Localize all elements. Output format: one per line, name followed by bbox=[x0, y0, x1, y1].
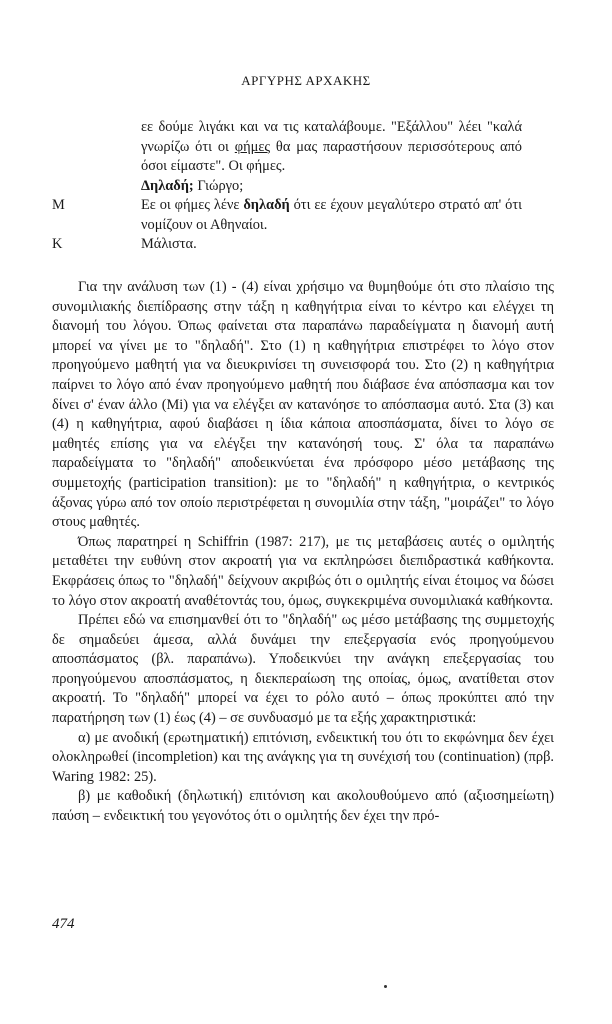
utterance-segment: ότι εε έχουν μεγαλύτερο στρατό απ' ότι νομίζουν οι Αθηναίοι. bbox=[141, 197, 523, 233]
utterance-segment: Γιώργο; bbox=[193, 177, 244, 194]
dialogue-turn bbox=[52, 196, 522, 235]
running-head: ΑΡΓΥΡΗΣ ΑΡΧΑΚΗΣ bbox=[241, 73, 371, 88]
body-text bbox=[52, 278, 554, 827]
utterance-segment: εε δούμε λιγάκι και να τις καταλάβουμε. "Εξάλλου" λέει "καλά γνωρίζω ότι οι bbox=[141, 119, 522, 155]
paragraph: Για την ανάλυση των (1) - (4) είναι χρήσιμο να θυμηθούμε ότι στο πλαίσιο της συνομιλιακής διεπίδρασης στην τάξη η καθηγήτρια είναι το κέντρο και ελέγχει τη διανομή του λόγου. Όπως φαίνεται στα παραπάνω παραδείγματα η διανομή αυτή μπορεί να γίνει με το "δηλαδή". Στο (1) η καθηγήτρια επιστρέφει το λόγο στον προηγούμενο μαθητή για να διευκρινίσει τη συνεισφορά του. Στο (2) η καθηγήτρια παίρνει το λόγο από έναν προηγούμενο μαθητή που διάβασε ένα απόσπασμα και τον δίνει σ' έναν άλλο (Μi) για να ελέγξει αν κατανόησε το απόσπασμα αυτό. Στα (3) και (4) η καθηγήτρια, αφού διαβάσει η ίδια κάποια αποσπάσματα, δίνει το λόγο σε μαθητές επίσης για να ελέγξει την κατανόησή τους. Σ' όλα τα παραπάνω παραδείγματα το "δηλαδή" αποδεικνύεται ένα πρόσφορο μέσο μετάβασης της συμμετοχής (participation transition): με το "δηλαδή" η καθηγήτρια, ο κεντρικός άξονας γύρω από τον οποίο περιστρέφεται η συνομιλία στην τάξη, "μοιράζει" το λόγο στους μαθητές. bbox=[52, 279, 554, 531]
speaker-label: Κ bbox=[52, 236, 63, 252]
speaker-label: Μ bbox=[52, 197, 65, 213]
dialogue-turn bbox=[52, 118, 522, 196]
speaker-label bbox=[52, 118, 141, 196]
page-number: 474 bbox=[52, 916, 75, 932]
paragraph: Πρέπει εδώ να επισημανθεί ότι το "δηλαδή" ως μέσο μετάβασης της συμμετοχής δε σημαδεύει άμεσα, αλλά δυνάμει την επεξεργασία ενός προηγούμενου αποσπάσματος (βλ. παραπάνω). Υποδεικνύει την ανάγκη επεξεργασίας του προηγούμενου αποσπάσματος, η διεκπεραίωση της οποίας, όμως, ανατίθεται στον ακροατή. Το "δηλαδή" μπορεί να έχει το ρόλο αυτό – όπως προκύπτει από την παρατήρηση των (1) έως (4) – σε συνδυασμό με τα εξής χαρακτηριστικά: bbox=[52, 612, 554, 727]
utterance-segment: Εε οι φήμες λένε bbox=[141, 197, 244, 213]
dialogue-excerpt bbox=[52, 118, 522, 255]
utterance-text: Μάλιστα. bbox=[141, 236, 197, 252]
dialogue-turn bbox=[52, 235, 522, 255]
emphasized-word: Δηλαδή; bbox=[141, 177, 194, 194]
paragraph: β) με καθοδική (δηλωτική) επιτόνιση και ακολουθούμενο από (αξιοσημείωτη) παύση – ενδεικτική του γεγονότος ότι ο ομιλητής δεν έχει την πρό- bbox=[52, 788, 554, 825]
utterance-segment: θα μας παραστήσουν περισσότερους από όσοι είμαστε". Οι φήμες. bbox=[141, 138, 522, 174]
scan-speck bbox=[384, 985, 387, 988]
paragraph: Όπως παρατηρεί η Schiffrin (1987: 217), με τις μεταβάσεις αυτές ο ομιλητής μεταθέτει την ευθύνη στον ακροατή για να εκπληρώσει διεπιδραστικά καθήκοντα. Εκφράσεις όπως το "δηλαδή" δείχνουν ακριβώς ότι ο ομιλητής είναι έτοιμος να δώσει το λόγο στον ακροατή αναθέτοντάς του, όμως, συγκεκριμένα συνομιλιακά καθήκοντα. bbox=[52, 533, 554, 609]
utterance-text bbox=[141, 118, 522, 196]
paragraph: α) με ανοδική (ερωτηματική) επιτόνιση, ενδεικτική του ότι το εκφώνημα δεν έχει ολοκληρωθεί (incompletion) και της ανάγκης για τη συνέχισή του (continuation) (πρβ. Waring 1982: 25). bbox=[52, 729, 554, 785]
emphasized-word: δηλαδή bbox=[243, 197, 290, 213]
underlined-word: φήμες bbox=[234, 138, 271, 155]
utterance-text bbox=[141, 196, 522, 235]
